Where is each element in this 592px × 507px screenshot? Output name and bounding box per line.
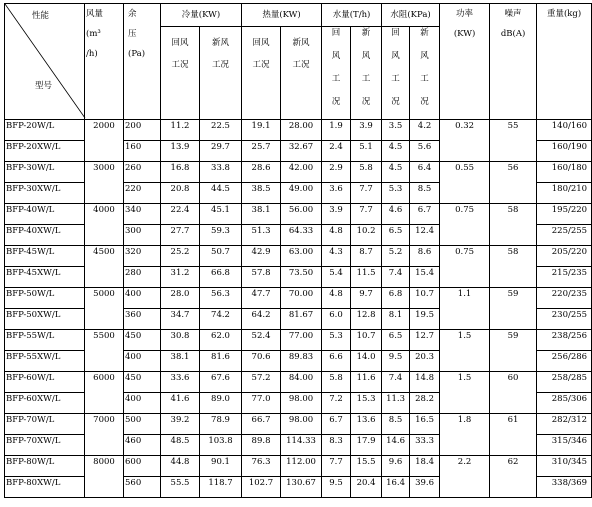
model-cell: BFP-45W/L: [5, 246, 85, 267]
waterflow-return-cell: 4.8: [322, 288, 351, 309]
heating-return-cell: 38.5: [242, 183, 281, 204]
waterflow-return-cell: 4.8: [322, 225, 351, 246]
heating-fresh-cell: 77.00: [281, 330, 322, 351]
cooling-fresh-cell: 118.7: [200, 477, 242, 498]
cooling-return-cell: 20.8: [161, 183, 200, 204]
power-cell: 0.75: [440, 246, 490, 288]
waterflow-fresh-cell: 7.7: [351, 183, 382, 204]
cooling-fresh-cell: 29.7: [200, 141, 242, 162]
header-heating-fresh: 新风 工况: [281, 27, 322, 120]
table-row: [5, 120, 592, 141]
noise-cell: 59: [490, 288, 537, 330]
weight-cell: 230/255: [537, 309, 592, 330]
heating-fresh-cell: 84.00: [281, 372, 322, 393]
table-row: [5, 204, 592, 225]
waterflow-fresh-cell: 13.6: [351, 414, 382, 435]
cooling-return-cell: 11.2: [161, 120, 200, 141]
waterflow-fresh-cell: 15.5: [351, 456, 382, 477]
header-noise: 噪声 dB(A): [490, 4, 537, 120]
waterflow-return-cell: 9.5: [322, 477, 351, 498]
table-row: [5, 330, 592, 351]
waterres-return-cell: 4.5: [382, 141, 410, 162]
cooling-fresh-cell: 22.5: [200, 120, 242, 141]
header-airflow: 风量 (m³ /h): [85, 4, 124, 120]
table-row: [5, 288, 592, 309]
heating-return-cell: 57.8: [242, 267, 281, 288]
pressure-cell: 400: [124, 351, 161, 372]
waterres-return-cell: 8.1: [382, 309, 410, 330]
header-cooling-fresh: 新风 工况: [200, 27, 242, 120]
cooling-return-cell: 33.6: [161, 372, 200, 393]
cooling-fresh-cell: 44.5: [200, 183, 242, 204]
cooling-fresh-cell: 90.1: [200, 456, 242, 477]
waterres-return-cell: 8.5: [382, 414, 410, 435]
waterres-fresh-cell: 4.2: [410, 120, 440, 141]
waterflow-return-cell: 5.3: [322, 330, 351, 351]
weight-cell: 195/220: [537, 204, 592, 225]
heating-fresh-cell: 32.67: [281, 141, 322, 162]
heating-return-cell: 19.1: [242, 120, 281, 141]
header-heating-return: 回风 工况: [242, 27, 281, 120]
model-cell: BFP-40W/L: [5, 204, 85, 225]
cooling-return-cell: 16.8: [161, 162, 200, 183]
heating-return-cell: 89.8: [242, 435, 281, 456]
airflow-cell: 8000: [85, 456, 124, 498]
waterres-return-cell: 7.4: [382, 372, 410, 393]
model-cell: BFP-80XW/L: [5, 477, 85, 498]
weight-cell: 140/160: [537, 120, 592, 141]
waterres-return-cell: 6.5: [382, 330, 410, 351]
power-cell: 1.1: [440, 288, 490, 330]
power-cell: 0.55: [440, 162, 490, 204]
header-waterflow-fresh: 新 风 工 况: [351, 27, 382, 120]
cooling-fresh-cell: 74.2: [200, 309, 242, 330]
heating-fresh-cell: 73.50: [281, 267, 322, 288]
waterflow-fresh-cell: 7.7: [351, 204, 382, 225]
table-row: [5, 162, 592, 183]
pressure-cell: 360: [124, 309, 161, 330]
heating-return-cell: 64.2: [242, 309, 281, 330]
header-water-resistance: 水阻(KPa): [382, 4, 440, 27]
waterres-fresh-cell: 19.5: [410, 309, 440, 330]
waterflow-return-cell: 7.7: [322, 456, 351, 477]
waterres-fresh-cell: 14.8: [410, 372, 440, 393]
cooling-fresh-cell: 56.3: [200, 288, 242, 309]
weight-cell: 315/346: [537, 435, 592, 456]
power-cell: 2.2: [440, 456, 490, 498]
weight-cell: 220/235: [537, 288, 592, 309]
cooling-return-cell: 44.8: [161, 456, 200, 477]
heating-return-cell: 51.3: [242, 225, 281, 246]
waterres-fresh-cell: 39.6: [410, 477, 440, 498]
pressure-cell: 160: [124, 141, 161, 162]
heating-return-cell: 77.0: [242, 393, 281, 414]
heating-fresh-cell: 114.33: [281, 435, 322, 456]
waterflow-fresh-cell: 10.2: [351, 225, 382, 246]
pressure-cell: 300: [124, 225, 161, 246]
waterres-fresh-cell: 20.3: [410, 351, 440, 372]
weight-cell: 282/312: [537, 414, 592, 435]
heating-fresh-cell: 70.00: [281, 288, 322, 309]
cooling-return-cell: 48.5: [161, 435, 200, 456]
weight-cell: 160/190: [537, 141, 592, 162]
pressure-cell: 460: [124, 435, 161, 456]
model-cell: BFP-50W/L: [5, 288, 85, 309]
pressure-cell: 400: [124, 288, 161, 309]
pressure-cell: 280: [124, 267, 161, 288]
waterres-return-cell: 16.4: [382, 477, 410, 498]
cooling-fresh-cell: 59.3: [200, 225, 242, 246]
waterflow-fresh-cell: 8.7: [351, 246, 382, 267]
waterflow-return-cell: 5.4: [322, 267, 351, 288]
pressure-cell: 500: [124, 414, 161, 435]
table-header: [5, 4, 592, 120]
waterflow-fresh-cell: 3.9: [351, 120, 382, 141]
model-cell: BFP-60W/L: [5, 372, 85, 393]
waterres-return-cell: 6.8: [382, 288, 410, 309]
waterflow-fresh-cell: 10.7: [351, 330, 382, 351]
heating-return-cell: 66.7: [242, 414, 281, 435]
header-water-flow: 水量(T/h): [322, 4, 382, 27]
pressure-cell: 400: [124, 393, 161, 414]
waterres-fresh-cell: 16.5: [410, 414, 440, 435]
cooling-return-cell: 34.7: [161, 309, 200, 330]
cooling-fresh-cell: 33.8: [200, 162, 242, 183]
heating-fresh-cell: 64.33: [281, 225, 322, 246]
table-row: [5, 456, 592, 477]
waterflow-return-cell: 2.9: [322, 162, 351, 183]
waterres-return-cell: 4.6: [382, 204, 410, 225]
cooling-return-cell: 55.5: [161, 477, 200, 498]
waterres-fresh-cell: 18.4: [410, 456, 440, 477]
waterflow-fresh-cell: 12.8: [351, 309, 382, 330]
noise-cell: 61: [490, 414, 537, 456]
model-cell: BFP-80W/L: [5, 456, 85, 477]
noise-cell: 60: [490, 372, 537, 414]
weight-cell: 285/306: [537, 393, 592, 414]
waterres-fresh-cell: 28.2: [410, 393, 440, 414]
model-cell: BFP-55XW/L: [5, 351, 85, 372]
heating-return-cell: 25.7: [242, 141, 281, 162]
header-waterres-fresh: 新 风 工 况: [410, 27, 440, 120]
heating-fresh-cell: 56.00: [281, 204, 322, 225]
model-cell: BFP-30W/L: [5, 162, 85, 183]
heating-fresh-cell: 130.67: [281, 477, 322, 498]
heating-return-cell: 57.2: [242, 372, 281, 393]
cooling-fresh-cell: 67.6: [200, 372, 242, 393]
pressure-cell: 450: [124, 372, 161, 393]
model-cell: BFP-60XW/L: [5, 393, 85, 414]
waterres-return-cell: 11.3: [382, 393, 410, 414]
weight-cell: 258/285: [537, 372, 592, 393]
header-pressure: 余 压 (Pa): [124, 4, 161, 120]
cooling-fresh-cell: 62.0: [200, 330, 242, 351]
heating-fresh-cell: 49.00: [281, 183, 322, 204]
header-model: 型号: [35, 81, 53, 91]
noise-cell: 59: [490, 330, 537, 372]
waterflow-return-cell: 3.6: [322, 183, 351, 204]
cooling-return-cell: 38.1: [161, 351, 200, 372]
header-waterres-return: 回 风 工 况: [382, 27, 410, 120]
waterres-fresh-cell: 8.5: [410, 183, 440, 204]
header-waterflow-return: 回 风 工 况: [322, 27, 351, 120]
waterres-fresh-cell: 12.7: [410, 330, 440, 351]
header-power: 功率 (KW): [440, 4, 490, 120]
waterres-fresh-cell: 6.7: [410, 204, 440, 225]
waterres-return-cell: 4.5: [382, 162, 410, 183]
waterflow-fresh-cell: 9.7: [351, 288, 382, 309]
cooling-fresh-cell: 45.1: [200, 204, 242, 225]
power-cell: 0.75: [440, 204, 490, 246]
airflow-cell: 4500: [85, 246, 124, 288]
cooling-return-cell: 27.7: [161, 225, 200, 246]
model-cell: BFP-20XW/L: [5, 141, 85, 162]
weight-cell: 310/345: [537, 456, 592, 477]
header-diagonal-cell: [5, 4, 85, 120]
waterflow-return-cell: 6.0: [322, 309, 351, 330]
cooling-return-cell: 41.6: [161, 393, 200, 414]
weight-cell: 205/220: [537, 246, 592, 267]
heating-fresh-cell: 89.83: [281, 351, 322, 372]
weight-cell: 160/180: [537, 162, 592, 183]
weight-cell: 238/256: [537, 330, 592, 351]
waterflow-return-cell: 8.3: [322, 435, 351, 456]
heating-return-cell: 102.7: [242, 477, 281, 498]
airflow-cell: 7000: [85, 414, 124, 456]
pressure-cell: 340: [124, 204, 161, 225]
waterres-return-cell: 14.6: [382, 435, 410, 456]
header-cooling: 冷量(KW): [161, 4, 242, 27]
heating-fresh-cell: 42.00: [281, 162, 322, 183]
waterres-fresh-cell: 10.7: [410, 288, 440, 309]
pressure-cell: 260: [124, 162, 161, 183]
cooling-return-cell: 28.0: [161, 288, 200, 309]
waterflow-return-cell: 6.6: [322, 351, 351, 372]
table-row: [5, 414, 592, 435]
pressure-cell: 320: [124, 246, 161, 267]
model-cell: BFP-55W/L: [5, 330, 85, 351]
waterflow-return-cell: 3.9: [322, 204, 351, 225]
waterflow-fresh-cell: 5.8: [351, 162, 382, 183]
cooling-fresh-cell: 89.0: [200, 393, 242, 414]
weight-cell: 180/210: [537, 183, 592, 204]
waterres-return-cell: 9.6: [382, 456, 410, 477]
waterres-fresh-cell: 5.6: [410, 141, 440, 162]
heating-return-cell: 47.7: [242, 288, 281, 309]
pressure-cell: 220: [124, 183, 161, 204]
pressure-cell: 600: [124, 456, 161, 477]
model-cell: BFP-70W/L: [5, 414, 85, 435]
power-cell: 1.5: [440, 372, 490, 414]
table-row: [5, 246, 592, 267]
waterflow-fresh-cell: 20.4: [351, 477, 382, 498]
waterres-return-cell: 5.3: [382, 183, 410, 204]
model-cell: BFP-50XW/L: [5, 309, 85, 330]
model-cell: BFP-45XW/L: [5, 267, 85, 288]
cooling-fresh-cell: 78.9: [200, 414, 242, 435]
heating-fresh-cell: 98.00: [281, 393, 322, 414]
table-body: [5, 120, 592, 498]
cooling-return-cell: 13.9: [161, 141, 200, 162]
cooling-return-cell: 25.2: [161, 246, 200, 267]
cooling-fresh-cell: 50.7: [200, 246, 242, 267]
header-cooling-return: 回风 工况: [161, 27, 200, 120]
heating-return-cell: 70.6: [242, 351, 281, 372]
waterflow-return-cell: 5.8: [322, 372, 351, 393]
spec-table: [4, 3, 592, 498]
weight-cell: 256/286: [537, 351, 592, 372]
heating-fresh-cell: 98.00: [281, 414, 322, 435]
table-row: [5, 372, 592, 393]
weight-cell: 225/255: [537, 225, 592, 246]
airflow-cell: 5000: [85, 288, 124, 330]
noise-cell: 58: [490, 246, 537, 288]
waterflow-fresh-cell: 14.0: [351, 351, 382, 372]
heating-return-cell: 76.3: [242, 456, 281, 477]
waterres-fresh-cell: 12.4: [410, 225, 440, 246]
cooling-return-cell: 39.2: [161, 414, 200, 435]
cooling-return-cell: 30.8: [161, 330, 200, 351]
model-cell: BFP-20W/L: [5, 120, 85, 141]
waterflow-return-cell: 4.3: [322, 246, 351, 267]
waterres-fresh-cell: 15.4: [410, 267, 440, 288]
weight-cell: 215/235: [537, 267, 592, 288]
waterres-fresh-cell: 6.4: [410, 162, 440, 183]
waterflow-fresh-cell: 11.6: [351, 372, 382, 393]
waterflow-return-cell: 7.2: [322, 393, 351, 414]
heating-fresh-cell: 81.67: [281, 309, 322, 330]
waterflow-return-cell: 1.9: [322, 120, 351, 141]
waterflow-fresh-cell: 5.1: [351, 141, 382, 162]
waterflow-return-cell: 6.7: [322, 414, 351, 435]
airflow-cell: 3000: [85, 162, 124, 204]
header-weight: 重量(kg): [537, 4, 592, 120]
waterflow-return-cell: 2.4: [322, 141, 351, 162]
waterflow-fresh-cell: 17.9: [351, 435, 382, 456]
waterres-return-cell: 5.2: [382, 246, 410, 267]
model-cell: BFP-40XW/L: [5, 225, 85, 246]
noise-cell: 58: [490, 204, 537, 246]
heating-return-cell: 38.1: [242, 204, 281, 225]
heating-fresh-cell: 63.00: [281, 246, 322, 267]
heating-return-cell: 42.9: [242, 246, 281, 267]
noise-cell: 62: [490, 456, 537, 498]
waterflow-fresh-cell: 11.5: [351, 267, 382, 288]
header-performance: 性能: [32, 11, 50, 21]
cooling-return-cell: 31.2: [161, 267, 200, 288]
power-cell: 1.8: [440, 414, 490, 456]
model-cell: BFP-70XW/L: [5, 435, 85, 456]
waterres-return-cell: 3.5: [382, 120, 410, 141]
model-cell: BFP-30XW/L: [5, 183, 85, 204]
cooling-fresh-cell: 103.8: [200, 435, 242, 456]
weight-cell: 338/369: [537, 477, 592, 498]
airflow-cell: 4000: [85, 204, 124, 246]
header-heating: 热量(KW): [242, 4, 322, 27]
waterres-fresh-cell: 33.3: [410, 435, 440, 456]
waterres-fresh-cell: 8.6: [410, 246, 440, 267]
noise-cell: 55: [490, 120, 537, 162]
airflow-cell: 2000: [85, 120, 124, 162]
pressure-cell: 450: [124, 330, 161, 351]
heating-return-cell: 28.6: [242, 162, 281, 183]
waterres-return-cell: 6.5: [382, 225, 410, 246]
airflow-cell: 5500: [85, 330, 124, 372]
power-cell: 1.5: [440, 330, 490, 372]
pressure-cell: 200: [124, 120, 161, 141]
noise-cell: 56: [490, 162, 537, 204]
airflow-cell: 6000: [85, 372, 124, 414]
cooling-return-cell: 22.4: [161, 204, 200, 225]
pressure-cell: 560: [124, 477, 161, 498]
heating-return-cell: 52.4: [242, 330, 281, 351]
waterflow-fresh-cell: 15.3: [351, 393, 382, 414]
heating-fresh-cell: 112.00: [281, 456, 322, 477]
waterres-return-cell: 7.4: [382, 267, 410, 288]
cooling-fresh-cell: 81.6: [200, 351, 242, 372]
cooling-fresh-cell: 66.8: [200, 267, 242, 288]
power-cell: 0.32: [440, 120, 490, 162]
waterres-return-cell: 9.5: [382, 351, 410, 372]
heating-fresh-cell: 28.00: [281, 120, 322, 141]
spec-table-container: [4, 3, 592, 498]
